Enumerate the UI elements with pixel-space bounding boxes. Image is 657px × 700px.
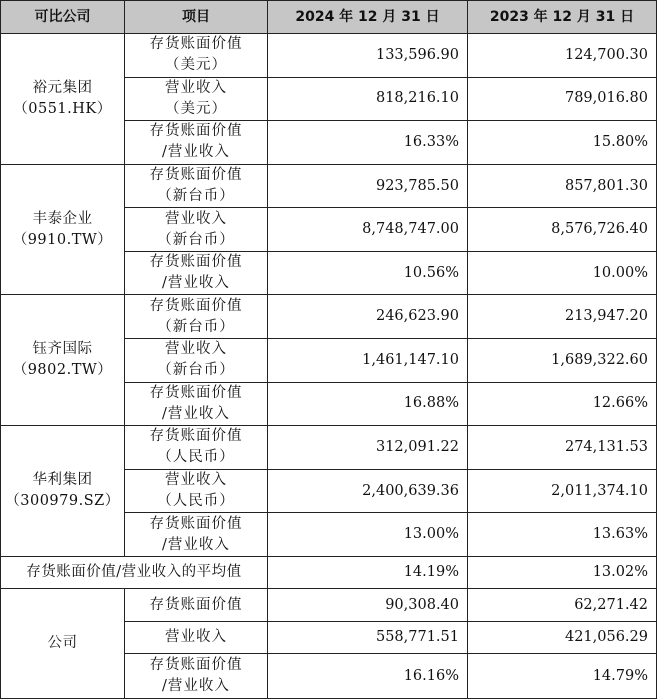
value-2024: 90,308.40 <box>268 589 468 621</box>
item-line-2: /营业收入 <box>162 536 230 553</box>
item-line-2: （新台币） <box>157 362 235 379</box>
item-line-1: 存货账面价值 <box>149 596 243 613</box>
item-cell <box>125 208 268 252</box>
table-row <box>1 164 657 208</box>
table-row <box>1 589 657 621</box>
item-line-1: 营业收入 <box>165 79 227 96</box>
item-cell <box>125 469 268 513</box>
value-2024: 10.56% <box>268 251 468 295</box>
item-line-2: /营业收入 <box>162 405 230 422</box>
item-line-2: （人民币） <box>157 449 235 466</box>
value-2023: 857,801.30 <box>468 164 657 208</box>
value-2023: 14.79% <box>468 654 657 699</box>
item-line-1: 存货账面价值 <box>149 123 243 140</box>
value-2023: 13.63% <box>468 513 657 557</box>
item-line-1: 存货账面价值 <box>149 657 243 674</box>
item-cell <box>125 589 268 621</box>
item-cell <box>125 339 268 383</box>
value-2024: 16.33% <box>268 121 468 165</box>
item-cell <box>125 34 268 78</box>
table-row <box>1 426 657 470</box>
value-2023: 15.80% <box>468 121 657 165</box>
item-line-1: 存货账面价值 <box>149 515 243 532</box>
header-row <box>1 1 657 34</box>
value-2024: 2,400,639.36 <box>268 469 468 513</box>
item-cell <box>125 121 268 165</box>
item-line-1: 营业收入 <box>165 341 227 358</box>
company-cell <box>1 164 125 295</box>
item-cell <box>125 654 268 699</box>
item-line-1: 存货账面价值 <box>149 428 243 445</box>
average-row <box>1 556 657 588</box>
value-2024: 8,748,747.00 <box>268 208 468 252</box>
item-line-2: /营业收入 <box>162 275 230 292</box>
value-2023: 421,056.29 <box>468 621 657 653</box>
item-line-2: （人民币） <box>157 493 235 510</box>
value-2023: 10.00% <box>468 251 657 295</box>
item-cell <box>125 164 268 208</box>
header-2023: 2023 年 12 月 31 日 <box>468 1 657 34</box>
item-cell <box>125 251 268 295</box>
item-line-1: 营业收入 <box>165 210 227 227</box>
value-2024: 246,623.90 <box>268 295 468 339</box>
header-item: 项目 <box>125 1 268 34</box>
item-line-1: 存货账面价值 <box>149 36 243 53</box>
value-2023: 62,271.42 <box>468 589 657 621</box>
company-cell <box>1 34 125 165</box>
table-row <box>1 295 657 339</box>
average-label: 存货账面价值/营业收入的平均值 <box>1 556 268 588</box>
value-2024: 923,785.50 <box>268 164 468 208</box>
table-row <box>1 34 657 78</box>
item-line-2: （新台币） <box>157 188 235 205</box>
value-2023: 124,700.30 <box>468 34 657 78</box>
value-2023: 8,576,726.40 <box>468 208 657 252</box>
item-line-2: /营业收入 <box>162 678 230 695</box>
company-code: （9910.TW） <box>12 231 113 248</box>
value-2023: 2,011,374.10 <box>468 469 657 513</box>
item-line-2: （新台币） <box>157 318 235 335</box>
self-company-cell <box>1 589 125 699</box>
item-line-2: （美元） <box>165 100 227 117</box>
company-name: 钰齐国际 <box>32 341 93 358</box>
company-name: 丰泰企业 <box>32 210 93 227</box>
item-line-2: （新台币） <box>157 231 235 248</box>
item-cell <box>125 295 268 339</box>
value-2023: 274,131.53 <box>468 426 657 470</box>
company-code: （300979.SZ） <box>5 493 120 510</box>
item-line-2: /营业收入 <box>162 144 230 161</box>
item-cell <box>125 513 268 557</box>
self-company-name: 公司 <box>47 635 78 652</box>
value-2024: 133,596.90 <box>268 34 468 78</box>
item-line-2: （美元） <box>165 57 227 74</box>
value-2023: 789,016.80 <box>468 77 657 121</box>
company-cell <box>1 295 125 426</box>
value-2023: 213,947.20 <box>468 295 657 339</box>
value-2024: 818,216.10 <box>268 77 468 121</box>
item-cell <box>125 382 268 426</box>
value-2024: 558,771.51 <box>268 621 468 653</box>
value-2023: 12.66% <box>468 382 657 426</box>
header-2024: 2024 年 12 月 31 日 <box>268 1 468 34</box>
value-2023: 1,689,322.60 <box>468 339 657 383</box>
item-line-1: 存货账面价值 <box>149 297 243 314</box>
average-2024: 14.19% <box>268 556 468 588</box>
item-line-1: 营业收入 <box>165 629 227 646</box>
value-2024: 1,461,147.10 <box>268 339 468 383</box>
company-code: （9802.TW） <box>12 362 113 379</box>
value-2024: 16.16% <box>268 654 468 699</box>
value-2024: 16.88% <box>268 382 468 426</box>
company-cell <box>1 426 125 557</box>
header-company: 可比公司 <box>1 1 125 34</box>
company-code: （0551.HK） <box>13 100 112 117</box>
company-name: 裕元集团 <box>32 79 93 96</box>
value-2024: 312,091.22 <box>268 426 468 470</box>
item-line-1: 存货账面价值 <box>149 254 243 271</box>
item-line-1: 存货账面价值 <box>149 167 243 184</box>
average-2023: 13.02% <box>468 556 657 588</box>
item-cell <box>125 621 268 653</box>
item-cell <box>125 426 268 470</box>
value-2024: 13.00% <box>268 513 468 557</box>
item-line-1: 存货账面价值 <box>149 384 243 401</box>
company-name: 华利集团 <box>32 472 93 489</box>
item-cell <box>125 77 268 121</box>
item-line-1: 营业收入 <box>165 472 227 489</box>
